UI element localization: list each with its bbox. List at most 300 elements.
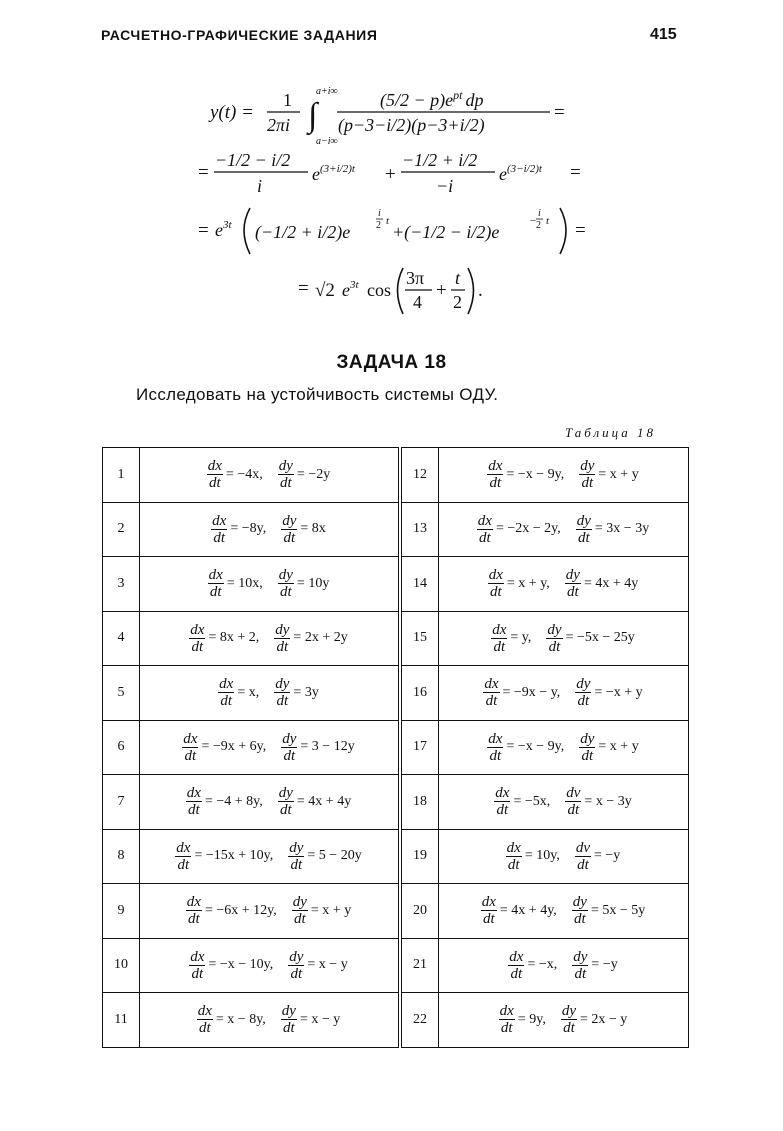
system-number: 12 <box>400 448 439 503</box>
exp-3t: $e^{3t}$ <box>342 279 359 300</box>
system-equations <box>140 775 401 830</box>
dx-rhs: = −x − 9y, <box>506 466 565 482</box>
dx-dt-fraction-denominator: dt <box>191 638 204 655</box>
dy-rhs: = 5 − 20y <box>307 848 362 864</box>
dx-rhs: = x − 8y, <box>215 1011 266 1027</box>
dy-dt-fraction <box>288 840 304 873</box>
dy-dt-fraction <box>565 567 581 600</box>
table-row <box>103 775 689 830</box>
dy-dt-fraction <box>281 513 297 546</box>
system-equations <box>439 502 689 557</box>
equation-pair <box>475 513 652 546</box>
dx-dt-fraction-numerator: dx <box>190 621 205 638</box>
system-equations <box>140 448 401 503</box>
equation-pair <box>195 1003 344 1036</box>
dy-rhs: = 3x − 3y <box>594 521 650 537</box>
systems-table <box>102 447 689 1048</box>
dx-dt-fraction <box>506 840 522 873</box>
system-equations <box>439 611 689 666</box>
system-number: 13 <box>400 502 439 557</box>
dx-dt-fraction-numerator: dx <box>219 676 234 693</box>
term2: +(−1/2 − i/2)e <box>392 222 500 242</box>
table-caption: Таблица 18 <box>565 425 657 440</box>
system-number: 19 <box>400 829 439 884</box>
frac2-den: −i <box>436 176 454 196</box>
term2-exp-minus: − <box>530 215 537 227</box>
running-title: РАСЧЕТНО-ГРАФИЧЕСКИЕ ЗАДАНИЯ <box>101 27 378 43</box>
dx-dt-fraction-denominator: dt <box>489 475 502 492</box>
system-number: 18 <box>400 775 439 830</box>
dx-dt-fraction-denominator: dt <box>188 911 200 928</box>
dy-rhs: = 2x + 2y <box>293 630 348 646</box>
dx-dt-fraction <box>481 894 497 927</box>
system-equations <box>439 448 689 503</box>
system-equations <box>140 557 401 612</box>
table-row <box>103 829 689 884</box>
exp2: $e^{(3-i/2)t}$ <box>499 163 542 184</box>
system-number: 4 <box>103 611 140 666</box>
integral-upper: a+i∞ <box>316 86 338 97</box>
dx-dt-fraction-numerator: dx <box>481 894 496 911</box>
dx-rhs: = 10x, <box>226 575 263 591</box>
dy-dt-fraction-denominator: dt <box>290 965 303 982</box>
dy-rhs: = x + y <box>598 466 639 482</box>
dy-dt-fraction-denominator: dt <box>276 638 289 655</box>
dy-rhs: = −5x − 25y <box>565 630 635 646</box>
dx-dt-fraction <box>211 513 227 546</box>
dx-rhs: = −2x − 2y, <box>495 521 561 537</box>
eq-4: = <box>198 220 209 241</box>
dy-dt-fraction-denominator: dt <box>293 911 306 928</box>
dy-rhs: = x − 3y <box>584 793 632 809</box>
term1: (−1/2 + i/2)e <box>255 222 351 242</box>
dy-rhs: = 10y <box>296 575 330 591</box>
dx-dt-fraction <box>186 894 202 927</box>
equation-pair <box>497 1003 631 1036</box>
task-title: ЗАДАЧА 18 <box>336 352 447 373</box>
dx-dt-fraction <box>494 785 510 818</box>
dy-dt-fraction <box>278 567 294 600</box>
system-equations <box>140 666 401 721</box>
table-row <box>103 666 689 721</box>
dy-rhs: = −x + y <box>594 684 643 700</box>
dy-dt-fraction-denominator: dt <box>276 693 289 710</box>
dx-dt-fraction-denominator: dt <box>500 1020 513 1037</box>
dx-dt-fraction-numerator: dx <box>186 894 201 911</box>
dx-dt-fraction <box>189 949 205 982</box>
system-number: 5 <box>103 666 140 721</box>
system-number: 11 <box>103 993 140 1048</box>
equation-pair <box>506 949 620 982</box>
dy-dt-fraction-numerator: dy <box>580 730 595 747</box>
dy-dt-fraction-numerator: dy <box>275 621 290 638</box>
equation-pair <box>180 731 357 764</box>
equation-pair <box>184 894 354 927</box>
system-equations <box>439 557 689 612</box>
equation-pair <box>481 676 645 709</box>
dx-dt-fraction <box>175 840 191 873</box>
eq-5: = <box>575 220 586 241</box>
table-row <box>103 448 689 503</box>
dy-dt-fraction <box>278 458 294 491</box>
dx-dt-fraction-numerator: dx <box>207 458 222 475</box>
cos-frac1-den: 4 <box>413 292 422 312</box>
dy-dt-fraction-numerator: dv <box>566 785 581 802</box>
dy-dt-fraction <box>278 785 294 818</box>
table-row <box>103 502 689 557</box>
dx-dt-fraction-numerator: dx <box>506 839 521 856</box>
dx-dt-fraction <box>218 676 234 709</box>
dy-dt-fraction <box>281 731 297 764</box>
dx-rhs: = −9x − y, <box>502 684 561 700</box>
dx-rhs: = 4x + 4y, <box>499 902 557 918</box>
system-number: 22 <box>400 993 439 1048</box>
dx-dt-fraction-numerator: dx <box>183 730 198 747</box>
dy-rhs: = 8x <box>300 521 326 537</box>
dx-rhs: = −x, <box>527 957 558 973</box>
system-number: 3 <box>103 557 140 612</box>
dy-dt-fraction-denominator: dt <box>290 856 303 873</box>
dy-dt-fraction-denominator: dt <box>581 475 594 492</box>
dy-dt-fraction <box>546 622 562 655</box>
dx-dt-fraction-numerator: dx <box>488 730 503 747</box>
dx-dt-fraction-numerator: dx <box>477 512 492 529</box>
dx-dt-fraction-denominator: dt <box>479 529 491 546</box>
formula-lhs: y(t) = <box>210 102 254 123</box>
dy-dt-fraction-numerator: dy <box>292 894 307 911</box>
dy-dt-fraction <box>274 622 290 655</box>
dx-dt-fraction-denominator: dt <box>496 802 509 819</box>
dy-dt-fraction-denominator: dt <box>280 475 292 492</box>
system-equations <box>140 611 401 666</box>
dy-dt-fraction-denominator: dt <box>279 802 292 819</box>
cos-left-paren <box>398 268 404 314</box>
dy-rhs: = 5x − 5y <box>590 902 646 918</box>
system-equations <box>140 829 401 884</box>
equation-pair <box>485 731 641 764</box>
dx-dt-fraction-denominator: dt <box>510 965 523 982</box>
dy-dt-fraction <box>561 1003 577 1036</box>
dy-dt-fraction-denominator: dt <box>581 747 594 764</box>
dx-dt-fraction <box>186 785 202 818</box>
dx-rhs: = −6x + 12y, <box>204 902 277 918</box>
term2-exp-t: t <box>546 215 550 227</box>
eq-1: = <box>554 102 565 123</box>
dy-rhs: = 4x + 4y <box>296 793 352 809</box>
term2-exp-num: i <box>538 208 541 219</box>
dx-dt-fraction-numerator: dx <box>208 567 223 584</box>
equation-pair <box>489 622 638 655</box>
dy-dt-fraction-numerator: dy <box>572 894 587 911</box>
dy-dt-fraction-numerator: dy <box>561 1003 577 1020</box>
system-number: 7 <box>103 775 140 830</box>
dx-rhs: = −5x, <box>513 793 551 809</box>
page-number: 415 <box>650 26 677 43</box>
system-equations <box>140 720 401 775</box>
dx-dt-fraction-denominator: dt <box>184 747 197 764</box>
system-number: 15 <box>400 611 439 666</box>
equation-pair <box>173 840 364 873</box>
eq-3: = <box>570 162 581 183</box>
plus-2: + <box>385 164 396 185</box>
system-number: 1 <box>103 448 140 503</box>
dy-dt-fraction-denominator: dt <box>574 965 587 982</box>
dx-dt-fraction-denominator: dt <box>507 856 520 873</box>
dy-rhs: = x − y <box>299 1011 341 1027</box>
dy-dt-fraction-numerator: dy <box>289 948 304 965</box>
dy-dt-fraction-numerator: dy <box>278 785 293 802</box>
dy-rhs: = 3y <box>293 684 319 700</box>
dx-dt-fraction-numerator: dx <box>492 621 507 638</box>
dx-dt-fraction-denominator: dt <box>485 693 498 710</box>
system-number: 21 <box>400 938 439 993</box>
dy-dt-fraction-numerator: dy <box>275 676 290 693</box>
system-equations <box>439 829 689 884</box>
dx-rhs: = 8x + 2, <box>208 630 260 646</box>
system-equations <box>439 993 689 1048</box>
dy-dt-fraction-numerator: dy <box>282 512 297 529</box>
system-equations <box>439 938 689 993</box>
dx-dt-fraction-denominator: dt <box>177 856 190 873</box>
system-equations <box>140 502 401 557</box>
system-equations <box>439 666 689 721</box>
equation-pair <box>216 676 322 709</box>
dx-dt-fraction-denominator: dt <box>191 965 204 982</box>
frac2-num: −1/2 + i/2 <box>402 150 478 170</box>
dy-dt-fraction-numerator: dy <box>289 839 304 856</box>
dx-dt-fraction <box>208 567 224 600</box>
table-row <box>103 611 689 666</box>
cos-frac1-num: 3π <box>406 268 425 288</box>
equation-pair <box>504 840 624 873</box>
dx-dt-fraction <box>499 1003 515 1036</box>
dy-dt-fraction <box>576 513 592 546</box>
integral-lower: a−i∞ <box>316 136 338 147</box>
dx-rhs: = −x − 9y, <box>506 739 565 755</box>
frac1-num: −1/2 − i/2 <box>215 150 291 170</box>
dy-dt-fraction-numerator: dy <box>565 567 580 584</box>
system-equations <box>439 884 689 939</box>
table-row <box>103 993 689 1048</box>
dy-rhs: = 2x − y <box>580 1011 628 1027</box>
equation-pair <box>479 894 649 927</box>
dx-dt-fraction <box>487 458 503 491</box>
system-number: 9 <box>103 884 140 939</box>
dy-dt-fraction-numerator: dy <box>278 458 293 475</box>
eq-2: = <box>198 162 209 183</box>
dx-dt-fraction-denominator: dt <box>198 1020 211 1037</box>
table-row <box>103 557 689 612</box>
dx-rhs: = x, <box>237 684 260 700</box>
dx-rhs: = −15x + 10y, <box>194 848 274 864</box>
dy-dt-fraction <box>575 676 591 709</box>
dy-dt-fraction-denominator: dt <box>577 856 589 873</box>
cos: cos <box>367 280 391 300</box>
dy-dt-fraction-denominator: dt <box>574 911 586 928</box>
system-number: 2 <box>103 502 140 557</box>
system-equations <box>439 720 689 775</box>
dx-dt-fraction <box>508 949 524 982</box>
dx-dt-fraction-numerator: dx <box>212 512 227 529</box>
cos-right-paren <box>468 268 474 314</box>
dx-dt-fraction-numerator: dx <box>186 785 201 802</box>
dx-rhs: = −x − 10y, <box>208 957 274 973</box>
dy-dt-fraction <box>572 949 588 982</box>
dx-dt-fraction-denominator: dt <box>489 584 502 601</box>
frac1-den: i <box>257 176 263 196</box>
dy-dt-fraction-numerator: dy <box>282 730 297 747</box>
dx-dt-fraction <box>182 731 198 764</box>
dx-dt-fraction-denominator: dt <box>489 747 502 764</box>
integrand-num: $(5/2 - p)e^{pt}$ dp <box>380 88 484 110</box>
dy-dt-fraction-denominator: dt <box>283 1020 295 1037</box>
equation-pair <box>485 458 641 491</box>
dx-rhs: = x + y, <box>506 575 550 591</box>
equation-pair <box>209 513 329 546</box>
dy-dt-fraction-numerator: dy <box>573 948 588 965</box>
system-equations <box>140 993 401 1048</box>
dx-dt-fraction-denominator: dt <box>220 693 233 710</box>
equation-pair <box>205 458 333 491</box>
system-equations <box>439 775 689 830</box>
dy-dt-fraction <box>281 1003 297 1036</box>
dx-dt-fraction-denominator: dt <box>209 475 221 492</box>
equation-pair <box>492 785 634 818</box>
dx-dt-fraction-numerator: dx <box>499 1003 514 1020</box>
dx-dt-fraction-numerator: dx <box>197 1003 212 1020</box>
dy-dt-fraction-denominator: dt <box>567 584 579 601</box>
system-number: 14 <box>400 557 439 612</box>
dy-dt-fraction <box>565 785 581 818</box>
dy-dt-fraction-numerator: dy <box>576 676 591 693</box>
dy-dt-fraction-numerator: dy <box>576 512 591 529</box>
dy-rhs: = x + y <box>598 739 639 755</box>
dy-dt-fraction <box>572 894 588 927</box>
dx-dt-fraction <box>488 567 504 600</box>
dy-dt-fraction-denominator: dt <box>577 693 590 710</box>
dx-dt-fraction-denominator: dt <box>209 584 222 601</box>
eq-6: = <box>298 278 309 299</box>
dx-dt-fraction <box>189 622 205 655</box>
equation-pair <box>187 622 350 655</box>
dx-dt-fraction-numerator: dx <box>190 948 205 965</box>
equation-pair <box>187 949 350 982</box>
dy-dt-fraction-denominator: dt <box>283 529 296 546</box>
right-big-paren <box>560 208 566 254</box>
dy-dt-fraction-numerator: dy <box>580 458 595 475</box>
integral-sign: ∫ <box>308 97 318 134</box>
dy-dt-fraction-denominator: dt <box>280 584 292 601</box>
table-row <box>103 720 689 775</box>
integrand-den: (p−3−i/2)(p−3+i/2) <box>338 115 485 135</box>
dx-dt-fraction-numerator: dx <box>484 676 499 693</box>
dx-dt-fraction <box>487 731 503 764</box>
exp1: $e^{(3+i/2)t}$ <box>312 163 355 184</box>
dx-rhs: = y, <box>510 630 532 646</box>
system-number: 10 <box>103 938 140 993</box>
dx-dt-fraction-numerator: dx <box>488 458 503 475</box>
dy-rhs: = −y <box>591 957 618 973</box>
dx-rhs: = −9x + 6y, <box>201 739 267 755</box>
dx-dt-fraction-numerator: dx <box>176 839 191 856</box>
table-row <box>103 938 689 993</box>
sqrt2: √2 <box>315 280 335 301</box>
dx-dt-fraction-numerator: dx <box>495 785 510 802</box>
dy-dt-fraction-denominator: dt <box>283 747 296 764</box>
cos-frac2-den: 2 <box>453 292 462 312</box>
dy-dt-fraction-denominator: dt <box>577 529 590 546</box>
equation-pair <box>206 567 333 600</box>
coef-num: 1 <box>283 90 292 110</box>
dx-dt-fraction-numerator: dx <box>509 948 524 965</box>
dx-rhs: = −8y, <box>230 521 267 537</box>
dy-dt-fraction <box>579 458 595 491</box>
dy-rhs: = −y <box>594 848 621 864</box>
dy-dt-fraction-denominator: dt <box>548 638 561 655</box>
cos-plus: + <box>436 280 447 301</box>
dx-dt-fraction-denominator: dt <box>188 802 200 819</box>
dx-dt-fraction <box>491 622 507 655</box>
dy-rhs: = 4x + 4y <box>583 575 639 591</box>
dx-dt-fraction-denominator: dt <box>213 529 226 546</box>
end-period: . <box>478 280 483 301</box>
dy-dt-fraction-numerator: dy <box>281 1003 296 1020</box>
system-number: 8 <box>103 829 140 884</box>
dy-dt-fraction-numerator: dv <box>575 839 591 856</box>
dy-dt-fraction <box>575 840 591 873</box>
dx-dt-fraction-denominator: dt <box>493 638 506 655</box>
dx-rhs: = −4 + 8y, <box>204 793 263 809</box>
table-row <box>103 884 689 939</box>
term1-exp-num: i <box>378 208 381 219</box>
system-equations <box>140 884 401 939</box>
dy-dt-fraction-numerator: dy <box>278 567 293 584</box>
dx-dt-fraction <box>477 513 493 546</box>
term2-exp-den: 2 <box>536 220 541 231</box>
dy-dt-fraction <box>274 676 290 709</box>
dy-dt-fraction-numerator: dy <box>547 621 562 638</box>
system-number: 20 <box>400 884 439 939</box>
dy-rhs: = x − y <box>307 957 348 973</box>
dy-rhs: = x + y <box>310 902 352 918</box>
dx-dt-fraction-denominator: dt <box>482 911 495 928</box>
dy-dt-fraction-denominator: dt <box>567 802 580 819</box>
term1-exp-den: 2 <box>376 220 381 231</box>
inverse-laplace-formula <box>170 78 600 318</box>
dx-dt-fraction <box>207 458 223 491</box>
dy-rhs: = 3 − 12y <box>300 739 355 755</box>
dy-rhs: = −2y <box>296 466 331 482</box>
dy-dt-fraction <box>292 894 308 927</box>
dx-dt-fraction <box>483 676 499 709</box>
dx-rhs: = −4x, <box>225 466 263 482</box>
dx-rhs: = 10y, <box>524 848 560 864</box>
dx-rhs: = 9y, <box>517 1011 546 1027</box>
system-equations <box>140 938 401 993</box>
prefix-exp: $e^{3t}$ <box>215 219 232 240</box>
term1-exp-t: t <box>386 215 390 227</box>
dy-dt-fraction-denominator: dt <box>563 1020 575 1037</box>
dy-dt-fraction <box>579 731 595 764</box>
dx-dt-fraction-numerator: dx <box>488 567 503 584</box>
cos-frac2-num: t <box>455 268 461 288</box>
dy-dt-fraction <box>288 949 304 982</box>
equation-pair <box>486 567 642 600</box>
system-number: 17 <box>400 720 439 775</box>
system-number: 6 <box>103 720 140 775</box>
system-number: 16 <box>400 666 439 721</box>
task-statement: Исследовать на устойчивость системы ОДУ. <box>136 385 499 404</box>
